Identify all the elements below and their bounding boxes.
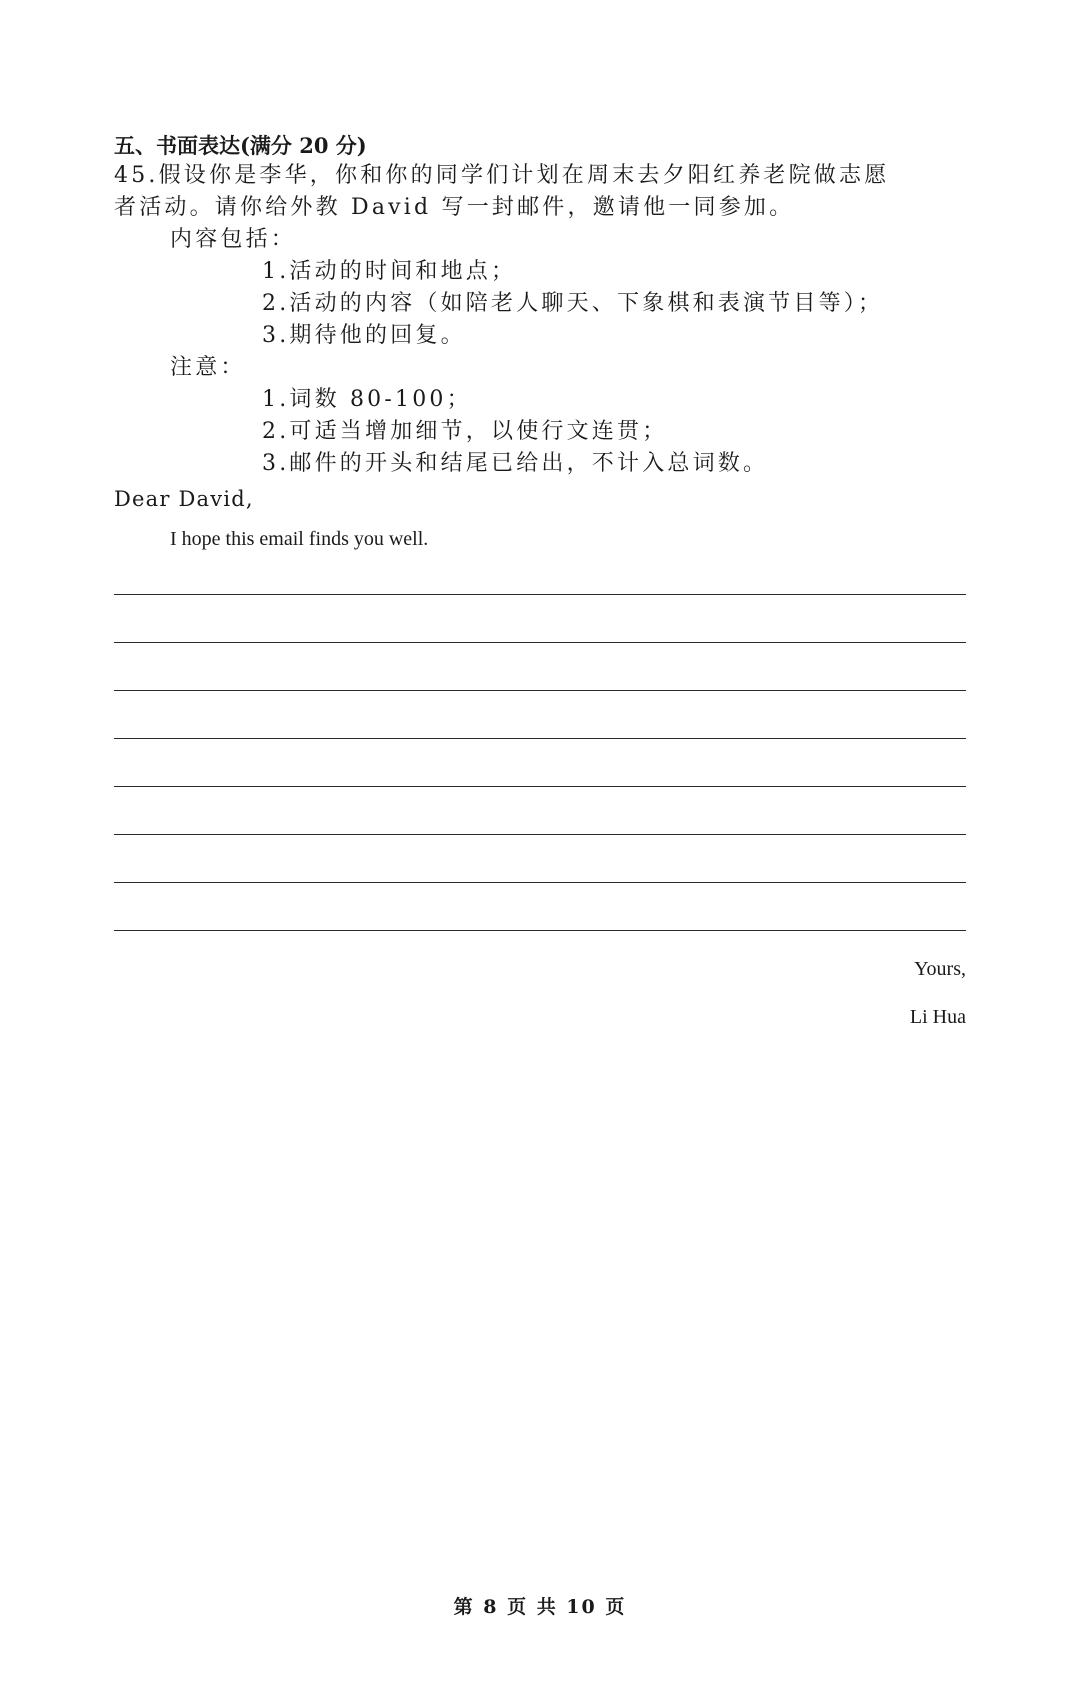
letter-greeting: Dear David, — [114, 487, 254, 511]
note-item: 2.可适当增加细节，以使行文连贯； — [262, 419, 668, 444]
content-label: 内容包括： — [170, 227, 297, 252]
writing-line[interactable] — [114, 642, 966, 643]
writing-line[interactable] — [114, 930, 966, 931]
note-item: 1.词数 80-100； — [262, 387, 472, 412]
prompt-line-2: 者活动。请你给外教 David 写一封邮件，邀请他一同参加。 — [114, 195, 795, 220]
page-footer: 第 8 页 共 10 页 — [453, 1596, 627, 1618]
content-item: 1.活动的时间和地点； — [262, 259, 517, 284]
writing-line[interactable] — [114, 882, 966, 883]
notes-label: 注意： — [170, 355, 246, 380]
content-item: 2.活动的内容（如陪老人聊天、下象棋和表演节目等）； — [262, 291, 884, 316]
prompt-line-1: 45.假设你是李华，你和你的同学们计划在周末去夕阳红养老院做志愿 — [114, 163, 890, 188]
content-item: 3.期待他的回复。 — [262, 323, 466, 348]
letter-signature: Li Hua — [909, 1006, 966, 1028]
section-heading: 五、书面表达(满分 20 分) — [114, 133, 367, 158]
letter-closing: Yours, — [914, 958, 966, 980]
note-item: 3.邮件的开头和结尾已给出，不计入总词数。 — [262, 451, 769, 476]
writing-line[interactable] — [114, 834, 966, 835]
writing-line[interactable] — [114, 690, 966, 691]
writing-line[interactable] — [114, 594, 966, 595]
writing-line[interactable] — [114, 786, 966, 787]
letter-opening: I hope this email finds you well. — [170, 528, 429, 550]
writing-line[interactable] — [114, 738, 966, 739]
